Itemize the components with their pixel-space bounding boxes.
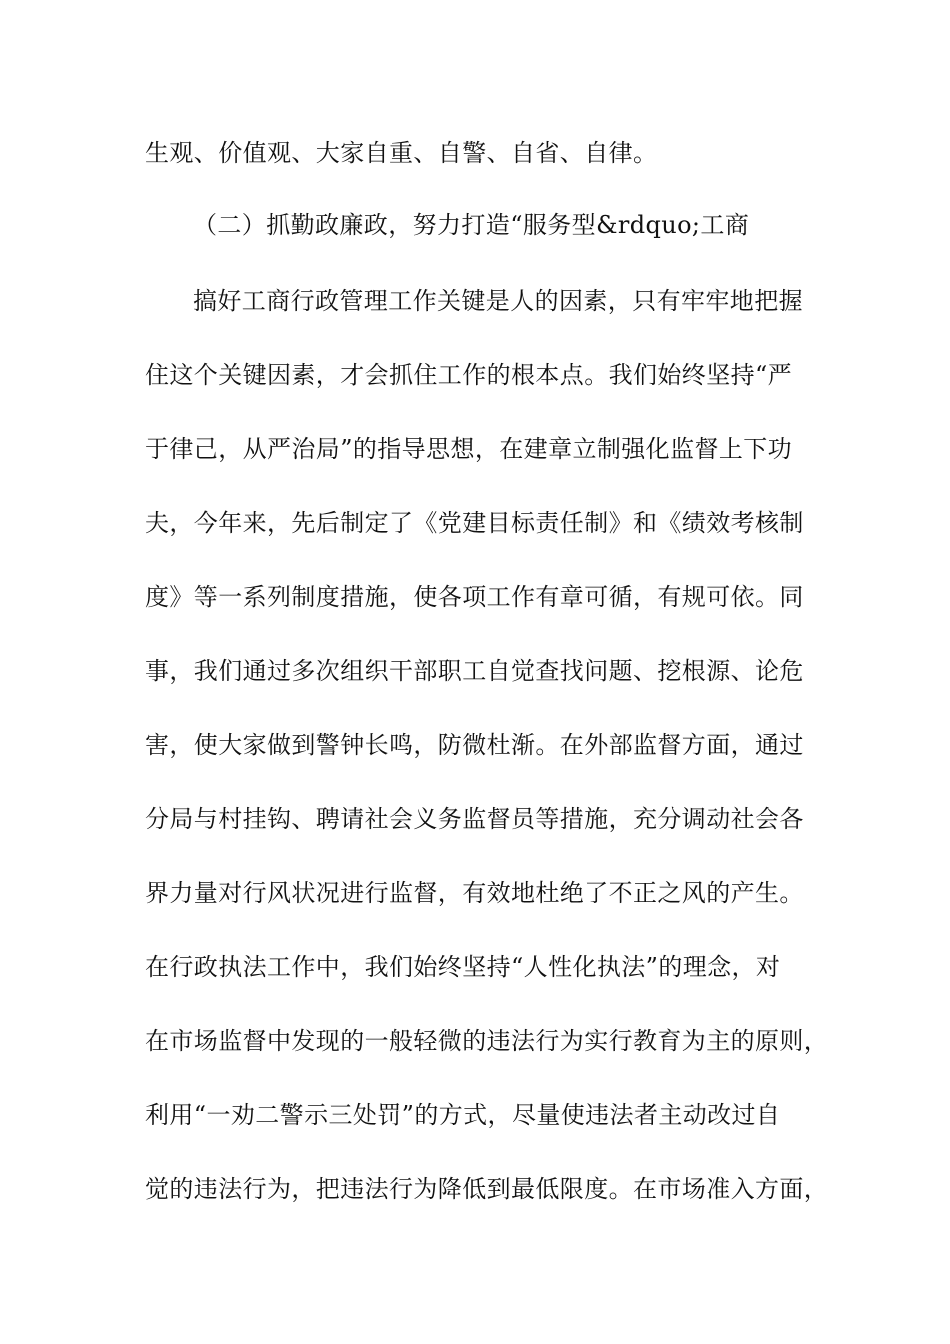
paragraph-line: 利用“一劝二警示三处罚”的方式，尽量使违法者主动改过自 — [145, 1101, 781, 1129]
paragraph-line: 住这个关键因素，才会抓住工作的根本点。我们始终坚持“严 — [145, 361, 793, 389]
paragraph-line: 夫，今年来，先后制定了《党建目标责任制》和《绩效考核制 — [145, 509, 804, 537]
paragraph-line: 于律己，从严治局”的指导思想，在建章立制强化监督上下功 — [145, 435, 793, 463]
paragraph-line: 度》等一系列制度措施，使各项工作有章可循，有规可依。同 — [145, 583, 804, 611]
paragraph-line: 分局与村挂钩、聘请社会义务监督员等措施，充分调动社会各 — [145, 805, 804, 833]
paragraph-line: 生观、价值观、大家自重、自警、自省、自律。 — [145, 139, 658, 167]
paragraph-line: 事，我们通过多次组织干部职工自觉查找问题、挖根源、论危 — [145, 657, 804, 685]
paragraph-line: 在市场监督中发现的一般轻微的违法行为实行教育为主的原则， — [145, 1027, 829, 1055]
paragraph-line: 觉的违法行为，把违法行为降低到最低限度。在市场准入方面， — [145, 1175, 829, 1203]
section-heading: （二）抓勤政廉政，努力打造“服务型&rdquo;工商 — [193, 211, 750, 239]
paragraph-line: 搞好工商行政管理工作关键是人的因素，只有牢牢地把握 — [193, 287, 803, 315]
paragraph-line: 害，使大家做到警钟长鸣，防微杜渐。在外部监督方面，通过 — [145, 731, 804, 759]
paragraph-line: 在行政执法工作中，我们始终坚持“人性化执法”的理念，对 — [145, 953, 781, 981]
paragraph-line: 界力量对行风状况进行监督，有效地杜绝了不正之风的产生。 — [145, 879, 804, 907]
